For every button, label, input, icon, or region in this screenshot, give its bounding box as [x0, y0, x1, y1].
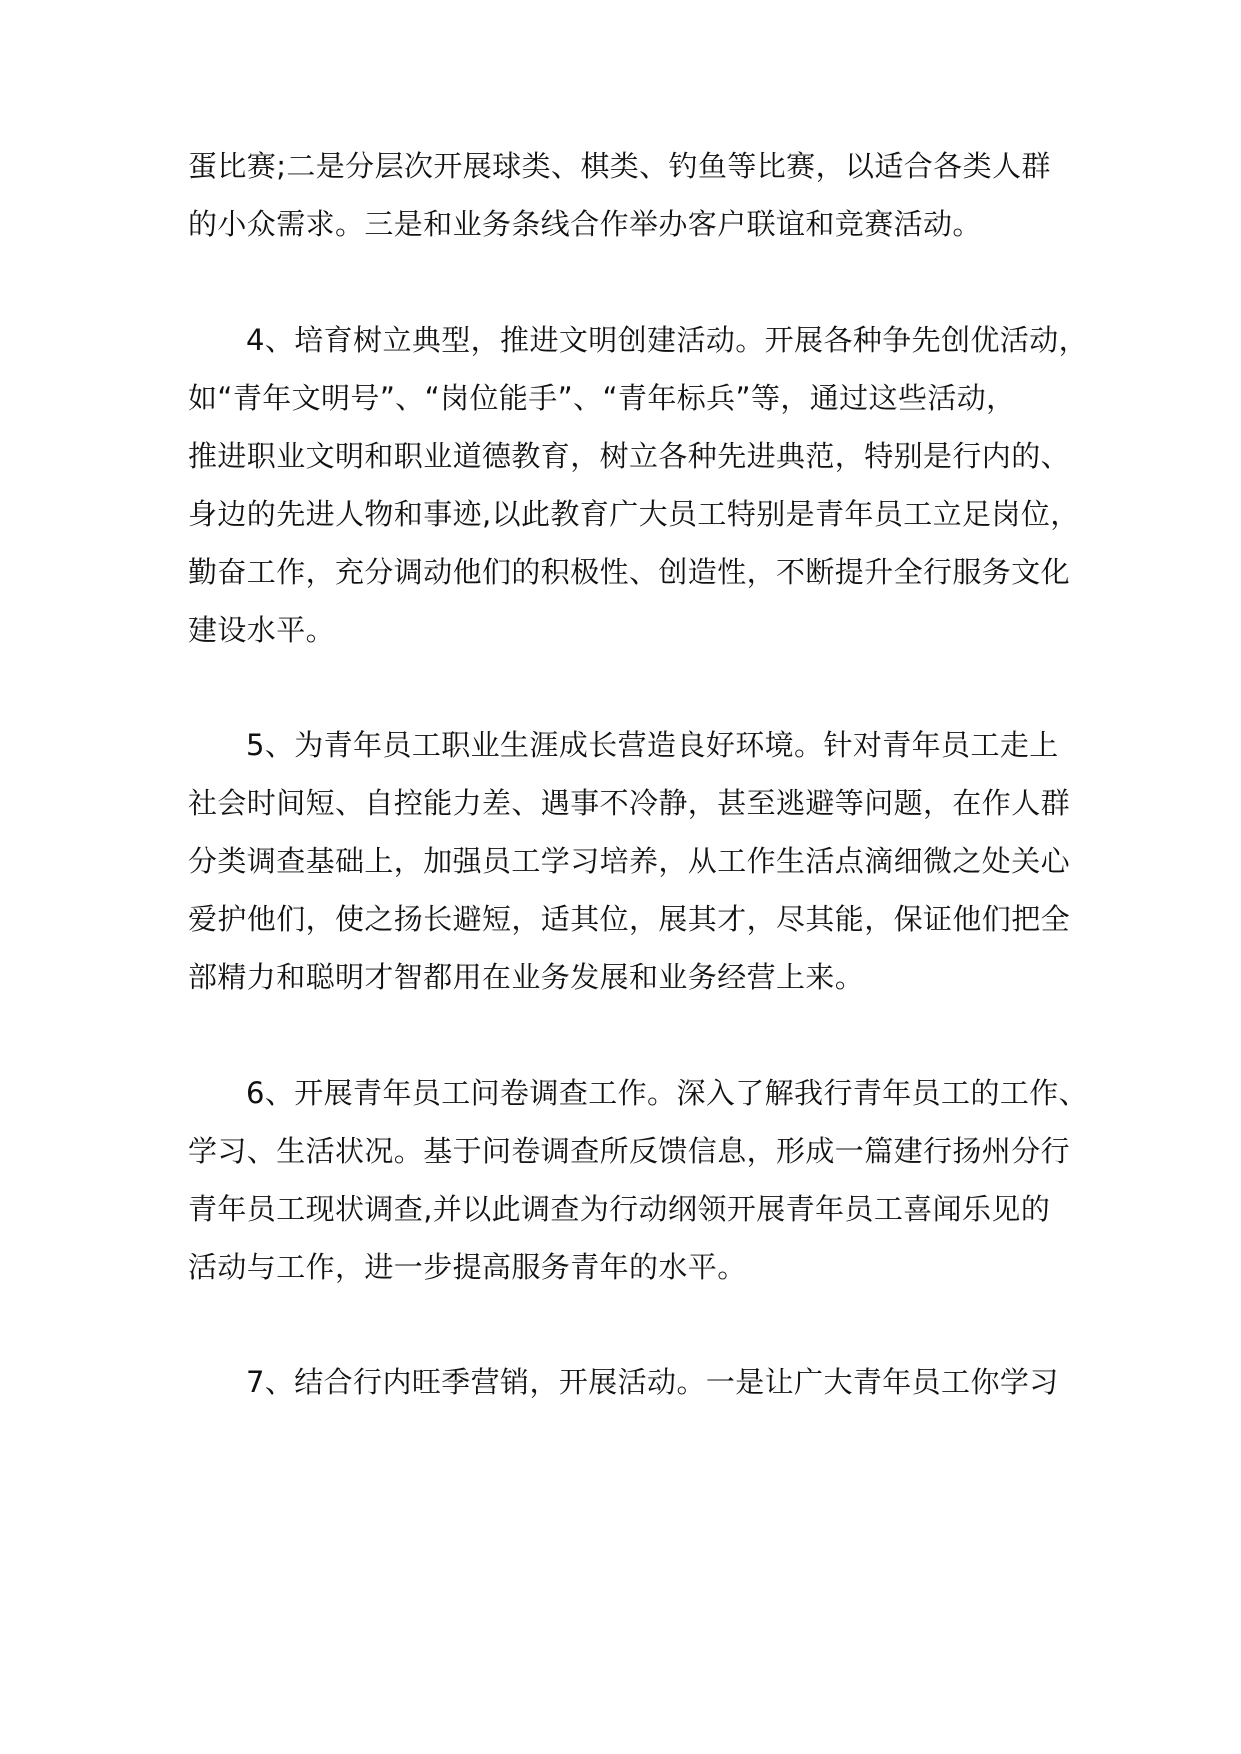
paragraph-line: 学习、生活状况。基于问卷调查所反馈信息，形成一篇建行扬州分行 — [188, 1134, 1071, 1168]
paragraph-line: 分类调查基础上，加强员工学习培养，从工作生活点滴细微之处关心 — [188, 844, 1071, 878]
paragraph-line: 勤奋工作，充分调动他们的积极性、创造性，不断提升全行服务文化 — [188, 555, 1071, 589]
paragraph-line: 如“青年文明号”、“岗位能手”、“青年标兵”等，通过这些活动， — [188, 381, 1016, 415]
paragraph-line: 活动与工作，进一步提高服务青年的水平。 — [188, 1250, 747, 1284]
paragraph-line: 部精力和聪明才智都用在业务发展和业务经营上来。 — [188, 960, 865, 994]
paragraph-line: 青年员工现状调查,并以此调查为行动纲领开展青年员工喜闻乐见的 — [188, 1192, 1051, 1226]
paragraph-line: 5、为青年员工职业生涯成长营造良好环境。针对青年员工走上 — [246, 728, 1059, 762]
paragraph-line: 6、开展青年员工问卷调查工作。深入了解我行青年员工的工作、 — [246, 1076, 1089, 1110]
paragraph-line: 7、结合行内旺季营销，开展活动。一是让广大青年员工你学习 — [246, 1365, 1059, 1399]
paragraph-line: 的小众需求。三是和业务条线合作举办客户联谊和竞赛活动。 — [188, 207, 982, 241]
paragraph-line: 爱护他们，使之扬长避短，适其位，展其才，尽其能，保证他们把全 — [188, 902, 1071, 936]
paragraph-line: 推进职业文明和职业道德教育，树立各种先进典范，特别是行内的、 — [188, 439, 1071, 473]
paragraph-line: 身边的先进人物和事迹,以此教育广大员工特别是青年员工立足岗位， — [188, 497, 1080, 531]
paragraph-line: 蛋比赛;二是分层次开展球类、棋类、钓鱼等比赛，以适合各类人群 — [188, 149, 1051, 183]
paragraph-line: 社会时间短、自控能力差、遇事不冷静，甚至逃避等问题，在作人群 — [188, 786, 1071, 820]
paragraph-line: 建设水平。 — [188, 613, 336, 647]
paragraph-line: 4、培育树立典型，推进文明创建活动。开展各种争先创优活动， — [246, 323, 1089, 357]
